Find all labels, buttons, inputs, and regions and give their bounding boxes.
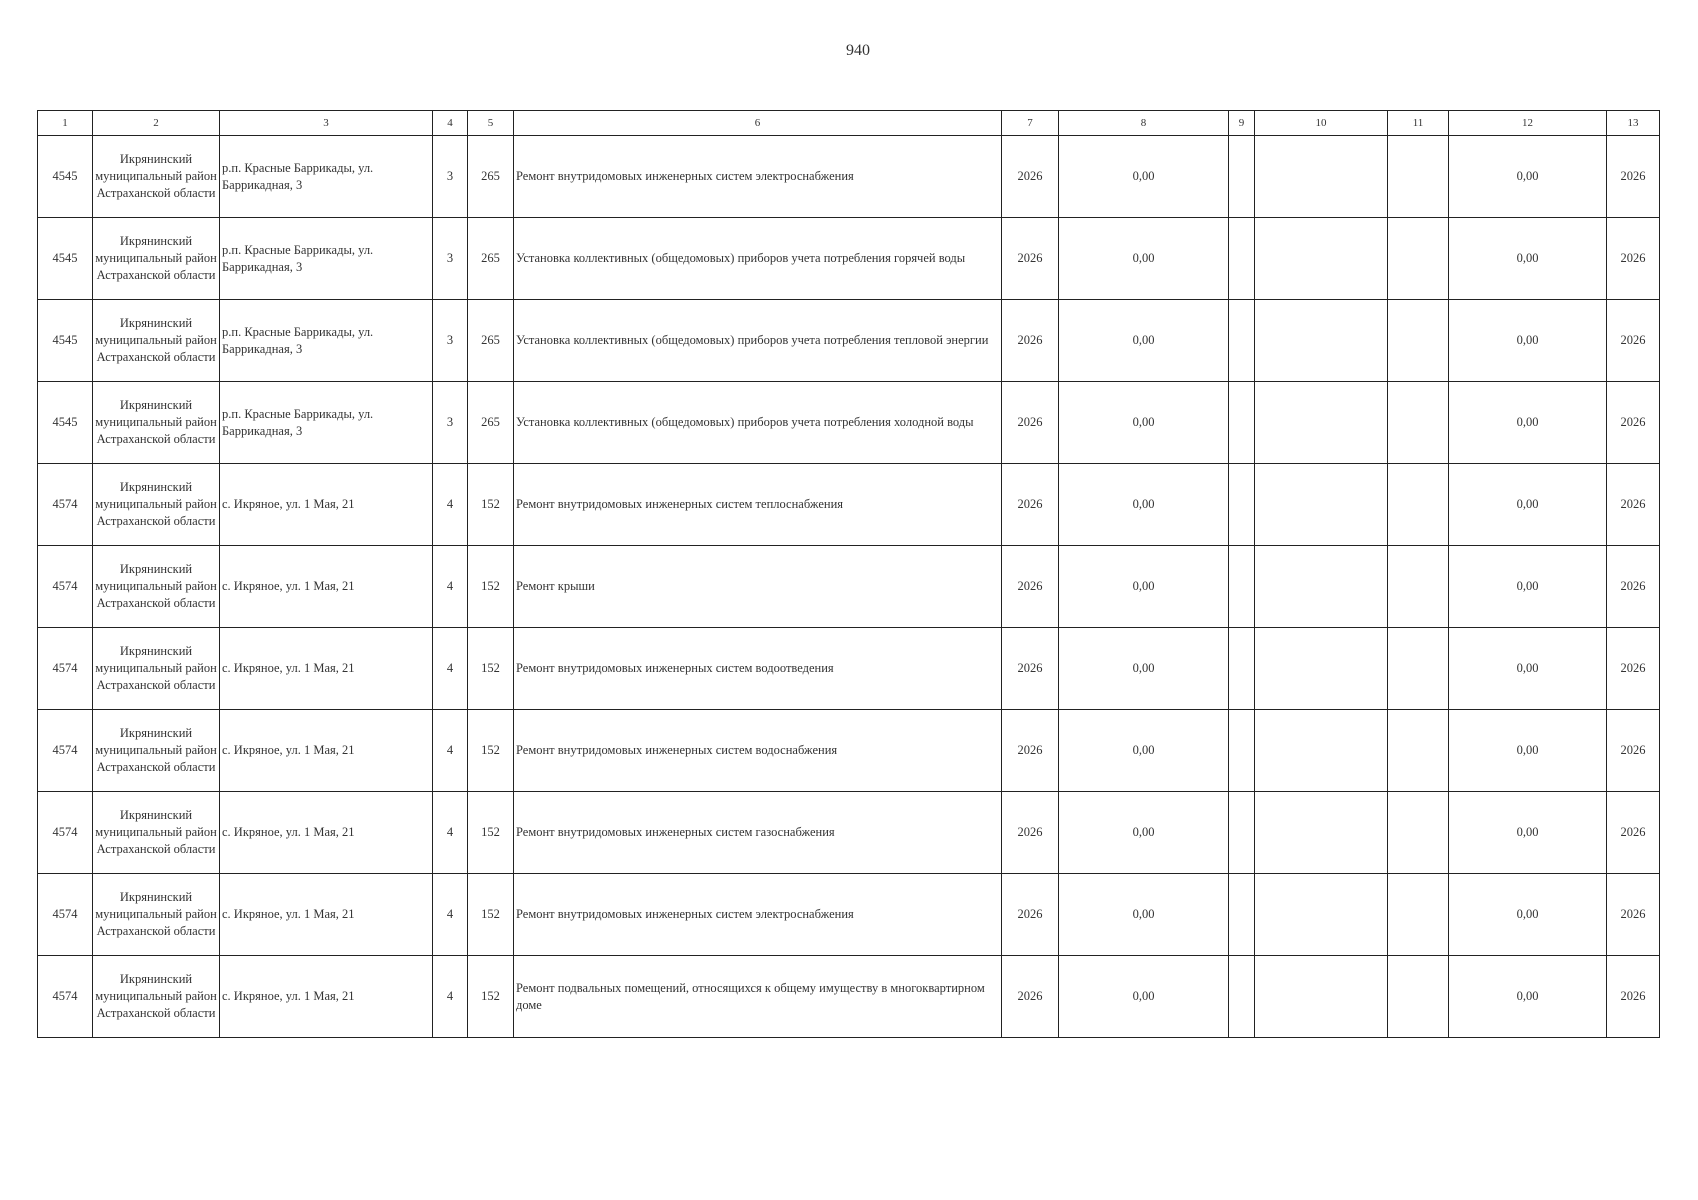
cell-col4: 4 (433, 628, 468, 710)
column-header: 3 (220, 111, 433, 136)
column-header: 2 (93, 111, 220, 136)
cell-col11 (1388, 464, 1449, 546)
cell-col11 (1388, 792, 1449, 874)
cell-col10 (1255, 382, 1388, 464)
cell-col5: 265 (468, 136, 514, 218)
cell-cost: 0,00 (1059, 874, 1229, 956)
cell-cost: 0,00 (1059, 710, 1229, 792)
cell-col10 (1255, 956, 1388, 1038)
cell-id: 4545 (38, 136, 93, 218)
cell-work-type: Ремонт подвальных помещений, относящихся к общему имуществу в многоквартирном доме (514, 956, 1002, 1038)
cell-col4: 3 (433, 218, 468, 300)
cell-municipality: Икрянинский муниципальный район Астраханской области (93, 710, 220, 792)
cell-work-type: Ремонт внутридомовых инженерных систем электроснабжения (514, 874, 1002, 956)
cell-year: 2026 (1002, 300, 1059, 382)
cell-address: р.п. Красные Баррикады, ул. Баррикадная, 3 (220, 382, 433, 464)
cell-col13: 2026 (1607, 628, 1660, 710)
cell-work-type: Ремонт внутридомовых инженерных систем электроснабжения (514, 136, 1002, 218)
cell-id: 4574 (38, 464, 93, 546)
cell-col11 (1388, 218, 1449, 300)
cell-col12: 0,00 (1449, 300, 1607, 382)
cell-work-type: Ремонт внутридомовых инженерных систем водоснабжения (514, 710, 1002, 792)
cell-municipality: Икрянинский муниципальный район Астраханской области (93, 956, 220, 1038)
cell-year: 2026 (1002, 546, 1059, 628)
cell-col10 (1255, 792, 1388, 874)
cell-address: р.п. Красные Баррикады, ул. Баррикадная, 3 (220, 218, 433, 300)
cell-col9 (1229, 218, 1255, 300)
cell-col9 (1229, 136, 1255, 218)
cell-col9 (1229, 300, 1255, 382)
cell-col11 (1388, 710, 1449, 792)
cell-col12: 0,00 (1449, 136, 1607, 218)
cell-col4: 4 (433, 710, 468, 792)
cell-col12: 0,00 (1449, 464, 1607, 546)
cell-municipality: Икрянинский муниципальный район Астраханской области (93, 546, 220, 628)
cell-work-type: Установка коллективных (общедомовых) приборов учета потребления горячей воды (514, 218, 1002, 300)
cell-year: 2026 (1002, 382, 1059, 464)
cell-cost: 0,00 (1059, 464, 1229, 546)
cell-municipality: Икрянинский муниципальный район Астраханской области (93, 218, 220, 300)
cell-id: 4574 (38, 628, 93, 710)
cell-col12: 0,00 (1449, 218, 1607, 300)
cell-col13: 2026 (1607, 874, 1660, 956)
header-row (38, 111, 1660, 136)
cell-col11 (1388, 874, 1449, 956)
cell-cost: 0,00 (1059, 136, 1229, 218)
cell-col9 (1229, 546, 1255, 628)
cell-municipality: Икрянинский муниципальный район Астраханской области (93, 464, 220, 546)
cell-address: с. Икряное, ул. 1 Мая, 21 (220, 464, 433, 546)
cell-col9 (1229, 464, 1255, 546)
cell-work-type: Ремонт крыши (514, 546, 1002, 628)
cell-id: 4574 (38, 710, 93, 792)
cell-col12: 0,00 (1449, 546, 1607, 628)
cell-col4: 4 (433, 956, 468, 1038)
cell-year: 2026 (1002, 956, 1059, 1038)
cell-year: 2026 (1002, 628, 1059, 710)
cell-id: 4574 (38, 546, 93, 628)
cell-col13: 2026 (1607, 136, 1660, 218)
cell-work-type: Ремонт внутридомовых инженерных систем газоснабжения (514, 792, 1002, 874)
table-row (38, 956, 1660, 1038)
cell-municipality: Икрянинский муниципальный район Астраханской области (93, 628, 220, 710)
column-header: 12 (1449, 111, 1607, 136)
cell-col5: 152 (468, 792, 514, 874)
column-header: 13 (1607, 111, 1660, 136)
cell-col9 (1229, 710, 1255, 792)
column-header: 8 (1059, 111, 1229, 136)
cell-year: 2026 (1002, 464, 1059, 546)
cell-col10 (1255, 218, 1388, 300)
page-number: 940 (846, 42, 870, 59)
cell-col4: 4 (433, 464, 468, 546)
cell-col4: 3 (433, 382, 468, 464)
cell-work-type: Ремонт внутридомовых инженерных систем теплоснабжения (514, 464, 1002, 546)
column-header: 10 (1255, 111, 1388, 136)
cell-cost: 0,00 (1059, 628, 1229, 710)
table-row (38, 874, 1660, 956)
cell-address: с. Икряное, ул. 1 Мая, 21 (220, 710, 433, 792)
cell-col9 (1229, 382, 1255, 464)
cell-col13: 2026 (1607, 218, 1660, 300)
cell-municipality: Икрянинский муниципальный район Астраханской области (93, 874, 220, 956)
cell-cost: 0,00 (1059, 792, 1229, 874)
cell-id: 4574 (38, 792, 93, 874)
cell-col5: 265 (468, 218, 514, 300)
column-header: 4 (433, 111, 468, 136)
cell-address: с. Икряное, ул. 1 Мая, 21 (220, 546, 433, 628)
cell-col11 (1388, 136, 1449, 218)
cell-col13: 2026 (1607, 382, 1660, 464)
cell-year: 2026 (1002, 792, 1059, 874)
cell-year: 2026 (1002, 136, 1059, 218)
cell-id: 4545 (38, 382, 93, 464)
cell-year: 2026 (1002, 710, 1059, 792)
cell-col13: 2026 (1607, 956, 1660, 1038)
cell-cost: 0,00 (1059, 546, 1229, 628)
cell-work-type: Установка коллективных (общедомовых) приборов учета потребления тепловой энергии (514, 300, 1002, 382)
cell-col10 (1255, 136, 1388, 218)
cell-col5: 265 (468, 382, 514, 464)
cell-address: с. Икряное, ул. 1 Мая, 21 (220, 628, 433, 710)
cell-address: с. Икряное, ул. 1 Мая, 21 (220, 874, 433, 956)
cell-year: 2026 (1002, 218, 1059, 300)
table-row (38, 382, 1660, 464)
cell-col12: 0,00 (1449, 382, 1607, 464)
cell-col4: 4 (433, 546, 468, 628)
column-header: 9 (1229, 111, 1255, 136)
table-row (38, 218, 1660, 300)
cell-col12: 0,00 (1449, 874, 1607, 956)
cell-col12: 0,00 (1449, 792, 1607, 874)
column-header: 5 (468, 111, 514, 136)
cell-col13: 2026 (1607, 710, 1660, 792)
cell-municipality: Икрянинский муниципальный район Астраханской области (93, 792, 220, 874)
cell-id: 4574 (38, 874, 93, 956)
cell-address: с. Икряное, ул. 1 Мая, 21 (220, 792, 433, 874)
cell-id: 4574 (38, 956, 93, 1038)
cell-col13: 2026 (1607, 464, 1660, 546)
cell-address: с. Икряное, ул. 1 Мая, 21 (220, 956, 433, 1038)
cell-col10 (1255, 710, 1388, 792)
cell-cost: 0,00 (1059, 218, 1229, 300)
table-row (38, 464, 1660, 546)
cell-col11 (1388, 956, 1449, 1038)
column-header: 6 (514, 111, 1002, 136)
cell-id: 4545 (38, 300, 93, 382)
cell-col5: 152 (468, 464, 514, 546)
cell-work-type: Установка коллективных (общедомовых) приборов учета потребления холодной воды (514, 382, 1002, 464)
column-header: 7 (1002, 111, 1059, 136)
cell-col11 (1388, 546, 1449, 628)
cell-col10 (1255, 874, 1388, 956)
cell-municipality: Икрянинский муниципальный район Астраханской области (93, 300, 220, 382)
cell-col13: 2026 (1607, 300, 1660, 382)
cell-col5: 152 (468, 956, 514, 1038)
cell-col4: 4 (433, 874, 468, 956)
table-row (38, 710, 1660, 792)
cell-work-type: Ремонт внутридомовых инженерных систем водоотведения (514, 628, 1002, 710)
table-row (38, 300, 1660, 382)
cell-col4: 4 (433, 792, 468, 874)
cell-id: 4545 (38, 218, 93, 300)
cell-col4: 3 (433, 136, 468, 218)
cell-col11 (1388, 300, 1449, 382)
table-row (38, 546, 1660, 628)
cell-col13: 2026 (1607, 792, 1660, 874)
cell-col9 (1229, 628, 1255, 710)
cell-col10 (1255, 464, 1388, 546)
column-header: 1 (38, 111, 93, 136)
cell-col9 (1229, 956, 1255, 1038)
cell-col10 (1255, 300, 1388, 382)
cell-col11 (1388, 382, 1449, 464)
cell-address: р.п. Красные Баррикады, ул. Баррикадная, 3 (220, 300, 433, 382)
cell-col12: 0,00 (1449, 628, 1607, 710)
cell-cost: 0,00 (1059, 382, 1229, 464)
cell-col10 (1255, 628, 1388, 710)
table-row (38, 792, 1660, 874)
cell-cost: 0,00 (1059, 956, 1229, 1038)
cell-col10 (1255, 546, 1388, 628)
cell-col12: 0,00 (1449, 710, 1607, 792)
cell-col5: 152 (468, 710, 514, 792)
table-row (38, 628, 1660, 710)
cell-col9 (1229, 792, 1255, 874)
works-register-table (37, 110, 1660, 1038)
cell-address: р.п. Красные Баррикады, ул. Баррикадная, 3 (220, 136, 433, 218)
cell-cost: 0,00 (1059, 300, 1229, 382)
cell-col11 (1388, 628, 1449, 710)
cell-municipality: Икрянинский муниципальный район Астраханской области (93, 136, 220, 218)
table-row (38, 136, 1660, 218)
cell-col13: 2026 (1607, 546, 1660, 628)
cell-col4: 3 (433, 300, 468, 382)
cell-municipality: Икрянинский муниципальный район Астраханской области (93, 382, 220, 464)
cell-col5: 152 (468, 546, 514, 628)
cell-col5: 265 (468, 300, 514, 382)
cell-col12: 0,00 (1449, 956, 1607, 1038)
cell-col9 (1229, 874, 1255, 956)
column-header: 11 (1388, 111, 1449, 136)
cell-col5: 152 (468, 628, 514, 710)
cell-col5: 152 (468, 874, 514, 956)
cell-year: 2026 (1002, 874, 1059, 956)
